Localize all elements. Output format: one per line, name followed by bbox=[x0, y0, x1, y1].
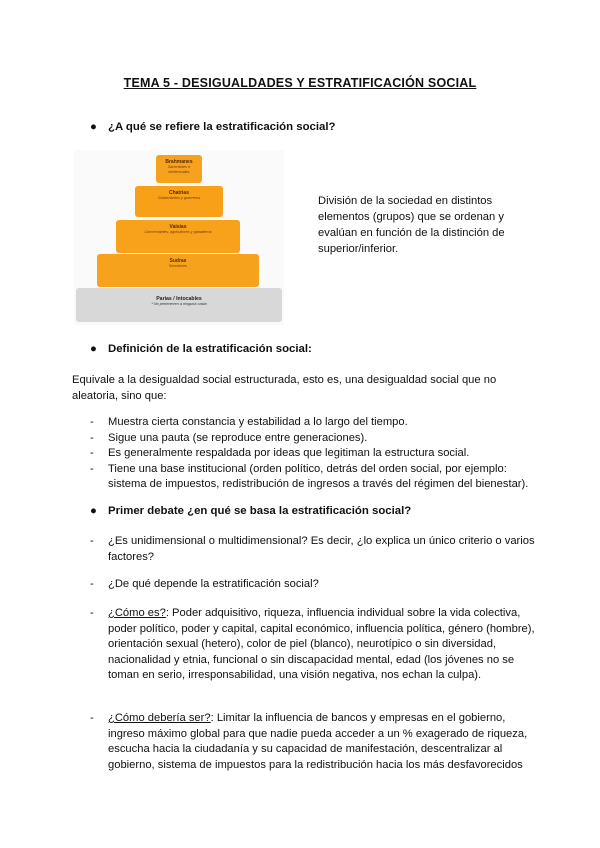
list-item-text: Tiene una base institucional (orden político, detrás del orden social, por ejemplo: sistema de impuestos, redistribución de ingresos a través del régimen del bienestar). bbox=[108, 462, 529, 490]
how-it-should-be-text: : Limitar la influencia de bancos y empresas en el gobierno, ingreso máximo global para que nadie pueda acceder a un % exagerado de riqueza, escucha hacia la ciudadanía y su capacidad de manifestación, descentralizar al gobierno, sistema de impuestos para la redistribución hacia los más desfavorecidos bbox=[108, 712, 528, 771]
tier-name: Chatrias bbox=[168, 190, 189, 196]
list-item bbox=[90, 415, 540, 431]
tier-name: Sudras bbox=[169, 258, 187, 264]
dash-marker: - bbox=[90, 462, 94, 475]
dash-marker: - bbox=[90, 447, 94, 459]
dash-marker: - bbox=[90, 607, 94, 619]
how-it-is-text: : Poder adquisitivo, riqueza, influencia individual sobre la vida colectiva, poder político, poder y capital, capital económico, influencia política, género (hombre), orientación sexual (hetero), color de piel (blanco), neurotípico o sin diversidad, nacionalidad y etnia, funcional o sin discapacidad mental, edad (los jóvenes no se toman en serio, irresponsabilidad, una visión negativa, nos echan la culpa). bbox=[108, 607, 535, 681]
pyramid-tier-brahmanes bbox=[156, 155, 202, 183]
caste-pyramid-figure bbox=[74, 150, 284, 325]
list-item bbox=[90, 446, 540, 462]
list-item bbox=[90, 462, 540, 493]
tier-name: Vaisias bbox=[169, 224, 187, 230]
stratification-description: División de la sociedad en distintos elementos (grupos) que se ordenan y evalúan en función de la distinción de superior/inferior. bbox=[318, 195, 505, 255]
question-text: ¿De qué depende la estratificación social? bbox=[108, 578, 319, 590]
list-item-text: Muestra cierta constancia y estabilidad a lo largo del tiempo. bbox=[108, 416, 408, 428]
dash-marker: - bbox=[90, 416, 94, 428]
debate-question-depends bbox=[90, 577, 540, 593]
pyramid-tier-chatrias bbox=[135, 186, 223, 217]
tier-description: Servidores bbox=[168, 264, 188, 268]
section-heading-text: Definición de la estratificación social: bbox=[108, 343, 312, 355]
definition-intro: Equivale a la desigualdad social estructurada, esto es, una desigualdad social que no aleatoria, sino que: bbox=[72, 374, 497, 402]
section-heading-text: ¿A qué se refiere la estratificación social? bbox=[108, 121, 336, 133]
answer-paragraph bbox=[108, 606, 540, 684]
dash-marker: - bbox=[90, 712, 94, 724]
how-it-is-label: ¿Cómo es? bbox=[108, 607, 166, 619]
page-title: TEMA 5 - DESIGUALDADES Y ESTRATIFICACIÓN SOCIAL bbox=[123, 76, 477, 90]
debate-question-dimension bbox=[90, 534, 540, 565]
tier-description: Gobernantes y guerreros bbox=[157, 196, 201, 200]
list-item-text: Sigue una pauta (se reproduce entre generaciones). bbox=[108, 431, 368, 444]
answer-paragraph bbox=[108, 711, 540, 773]
tier-description: Comerciantes, agricultores y ganaderos bbox=[144, 230, 212, 234]
list-item-text: Es generalmente respaldada por ideas que legitiman la estructura social. bbox=[108, 447, 470, 459]
section-heading-text: Primer debate ¿en qué se basa la estratificación social? bbox=[108, 505, 412, 517]
dash-marker: - bbox=[90, 535, 94, 547]
dash-marker: - bbox=[90, 578, 94, 590]
pyramid-tier-sudras bbox=[97, 254, 259, 287]
bullet-icon: ● bbox=[90, 121, 97, 133]
tier-name: Brahmanes bbox=[165, 159, 193, 165]
how-it-should-be-label: ¿Cómo debería ser? bbox=[108, 712, 211, 724]
debate-how-it-should-be bbox=[90, 711, 540, 773]
question-text: ¿Es unidimensional o multidimensional? Es decir, ¿lo explica un único criterio o varios factores? bbox=[108, 535, 535, 563]
bullet-icon: ● bbox=[90, 343, 97, 355]
debate-how-it-is bbox=[90, 606, 540, 684]
pyramid-tier-parias bbox=[76, 288, 282, 322]
list-item bbox=[90, 431, 540, 447]
tier-description: * No pertenecen a ninguna casta bbox=[151, 302, 207, 306]
dash-marker: - bbox=[90, 431, 94, 444]
definition-list bbox=[90, 415, 540, 493]
tier-name: Parias / Intocables bbox=[156, 296, 202, 302]
bullet-icon: ● bbox=[90, 505, 97, 517]
pyramid-tier-vaisias bbox=[116, 220, 240, 253]
tier-description: Sacerdotes e intelectuales bbox=[167, 165, 191, 174]
